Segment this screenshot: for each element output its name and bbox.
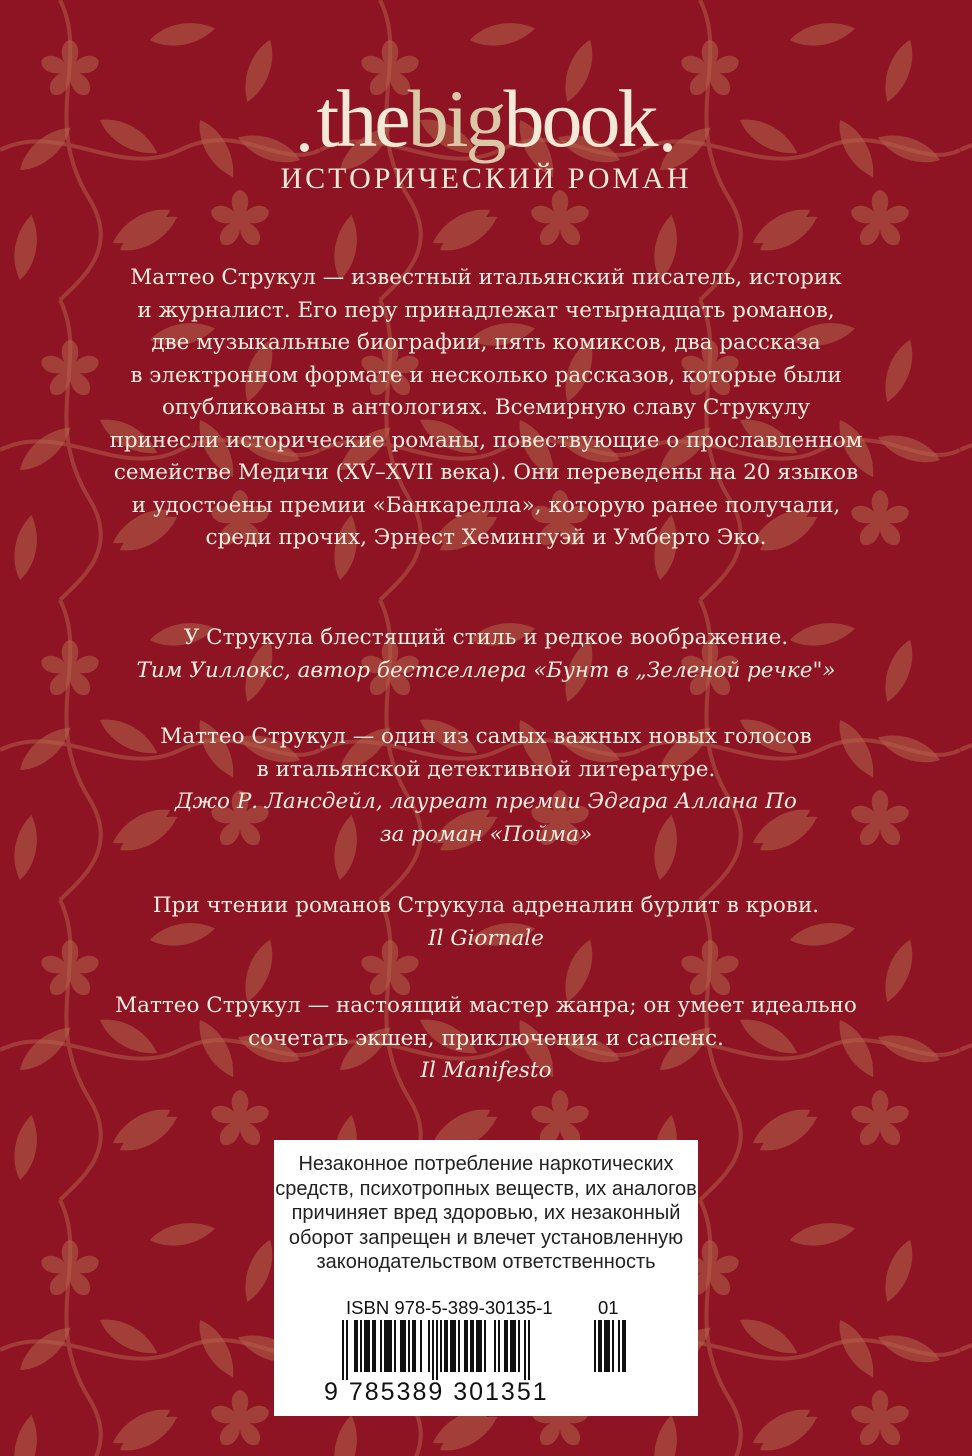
quote-source: Тим Уиллокс, автор бестселлера «Бунт в „Зеленой речке"» <box>136 657 836 683</box>
description-line: в электронном формате и несколько рассказов, которые были <box>130 362 842 388</box>
barcode-bar <box>464 1320 468 1372</box>
warning-line: законодательством ответственность <box>316 1251 656 1273</box>
barcode-bar <box>428 1320 430 1372</box>
warning-line: средств, психотропных веществ, их аналогов <box>275 1177 697 1200</box>
barcode-bar <box>436 1320 438 1380</box>
barcode-bar <box>612 1320 614 1372</box>
barcode-bar <box>380 1320 382 1372</box>
description-line: и удостоены премии «Банкарелла», которую ранее получали, <box>131 492 841 518</box>
warning-line: причиняет вред здоровью, их незаконный <box>291 1202 681 1224</box>
barcode <box>342 1320 582 1380</box>
quote-text: Маттео Струкул — один из самых важных новых голосов <box>160 724 812 749</box>
barcode-bar <box>440 1320 442 1372</box>
logo-book: book <box>503 73 656 164</box>
barcode-bar <box>528 1320 530 1380</box>
barcode-bar <box>432 1320 434 1380</box>
barcode-bar <box>384 1320 392 1372</box>
barcode-bar <box>594 1320 596 1372</box>
logo-dot-right <box>663 143 672 152</box>
quote-text: У Струкула блестящий стиль и редкое воображение. <box>183 625 789 650</box>
barcode-bar <box>604 1320 610 1372</box>
author-description <box>60 262 912 555</box>
description-line: принесли исторические романы, повествующие о прославленном <box>109 427 863 453</box>
barcode-bar <box>408 1320 410 1372</box>
quote-source: за роман «Пойма» <box>379 821 593 847</box>
quote-2 <box>60 721 912 851</box>
quote-3 <box>60 890 912 955</box>
drug-warning <box>274 1152 698 1275</box>
publisher-logo <box>0 73 972 164</box>
barcode-bar <box>412 1320 416 1372</box>
barcode-bar <box>354 1320 358 1372</box>
barcode-bar <box>622 1320 626 1372</box>
barcode-bar <box>524 1320 526 1380</box>
logo-big: big <box>407 73 504 164</box>
barcode-bar <box>444 1320 448 1372</box>
series-subtitle: ИСТОРИЧЕСКИЙ РОМАН <box>280 162 692 195</box>
quote-source: Джо Р. Лансдейл, лауреат премии Эдгара Аллана По <box>175 789 797 814</box>
barcode-bar <box>394 1320 396 1372</box>
barcode-bar <box>598 1320 602 1372</box>
barcode-bar <box>420 1320 422 1372</box>
isbn-addon: 01 <box>598 1297 619 1318</box>
quote-source: Il Giornale <box>428 925 544 951</box>
quote-4 <box>60 990 912 1088</box>
description-line: Маттео Струкул — известный итальянский писатель, историк <box>130 265 842 290</box>
quote-1 <box>60 622 912 687</box>
barcode-bar <box>518 1320 520 1372</box>
barcode-bar <box>400 1320 406 1372</box>
description-line: семействе Медичи (XV–XVII века). Они переведены на 20 языков <box>113 460 859 485</box>
barcode-bar <box>372 1320 376 1372</box>
description-line: две музыкальные биографии, пять комиксов, два рассказа <box>151 330 821 355</box>
barcode-bar <box>484 1320 486 1372</box>
warning-line: Незаконное потребление наркотических <box>298 1153 674 1175</box>
barcode-bar <box>364 1320 370 1372</box>
quote-text: в итальянской детективной литературе. <box>256 756 716 782</box>
barcode-bar <box>476 1320 482 1372</box>
warning-line: оборот запрещен и влечет установленную <box>288 1226 684 1249</box>
legal-barcode-box <box>274 1140 698 1416</box>
barcode-bar <box>360 1320 362 1372</box>
barcode-bar <box>494 1320 496 1372</box>
logo-the: the <box>316 73 408 164</box>
barcode-bar <box>458 1320 460 1372</box>
barcode-bar <box>510 1320 516 1372</box>
barcode-bar <box>346 1320 348 1380</box>
isbn-number: ISBN 978-5-389-30135-1 <box>346 1297 553 1318</box>
description-line: среди прочих, Эрнест Хемингуэй и Умберто Эко. <box>205 525 767 550</box>
barcode-bar <box>450 1320 456 1372</box>
description-line: и журналист. Его перу принадлежат четырнадцать романов, <box>137 297 835 323</box>
description-line: опубликованы в антологиях. Всемирную славу Струкулу <box>161 395 811 420</box>
barcode-bar <box>618 1320 620 1372</box>
addon-barcode <box>594 1320 634 1380</box>
ean-digits: 9 785389 301351 <box>324 1378 549 1406</box>
quote-text: При чтении романов Струкула адреналин бурлит в крови. <box>152 893 820 918</box>
barcode-bar <box>470 1320 474 1372</box>
barcode-bar <box>342 1320 344 1380</box>
quote-source: Il Manifesto <box>420 1058 552 1083</box>
quote-text: Маттео Струкул — настоящий мастер жанра; он умеет идеально <box>115 993 857 1018</box>
quote-text: сочетать экшен, приключения и саспенс. <box>248 1025 724 1051</box>
barcode-bar <box>504 1320 508 1372</box>
logo-dot-left <box>300 143 309 152</box>
barcode-bar <box>498 1320 500 1372</box>
